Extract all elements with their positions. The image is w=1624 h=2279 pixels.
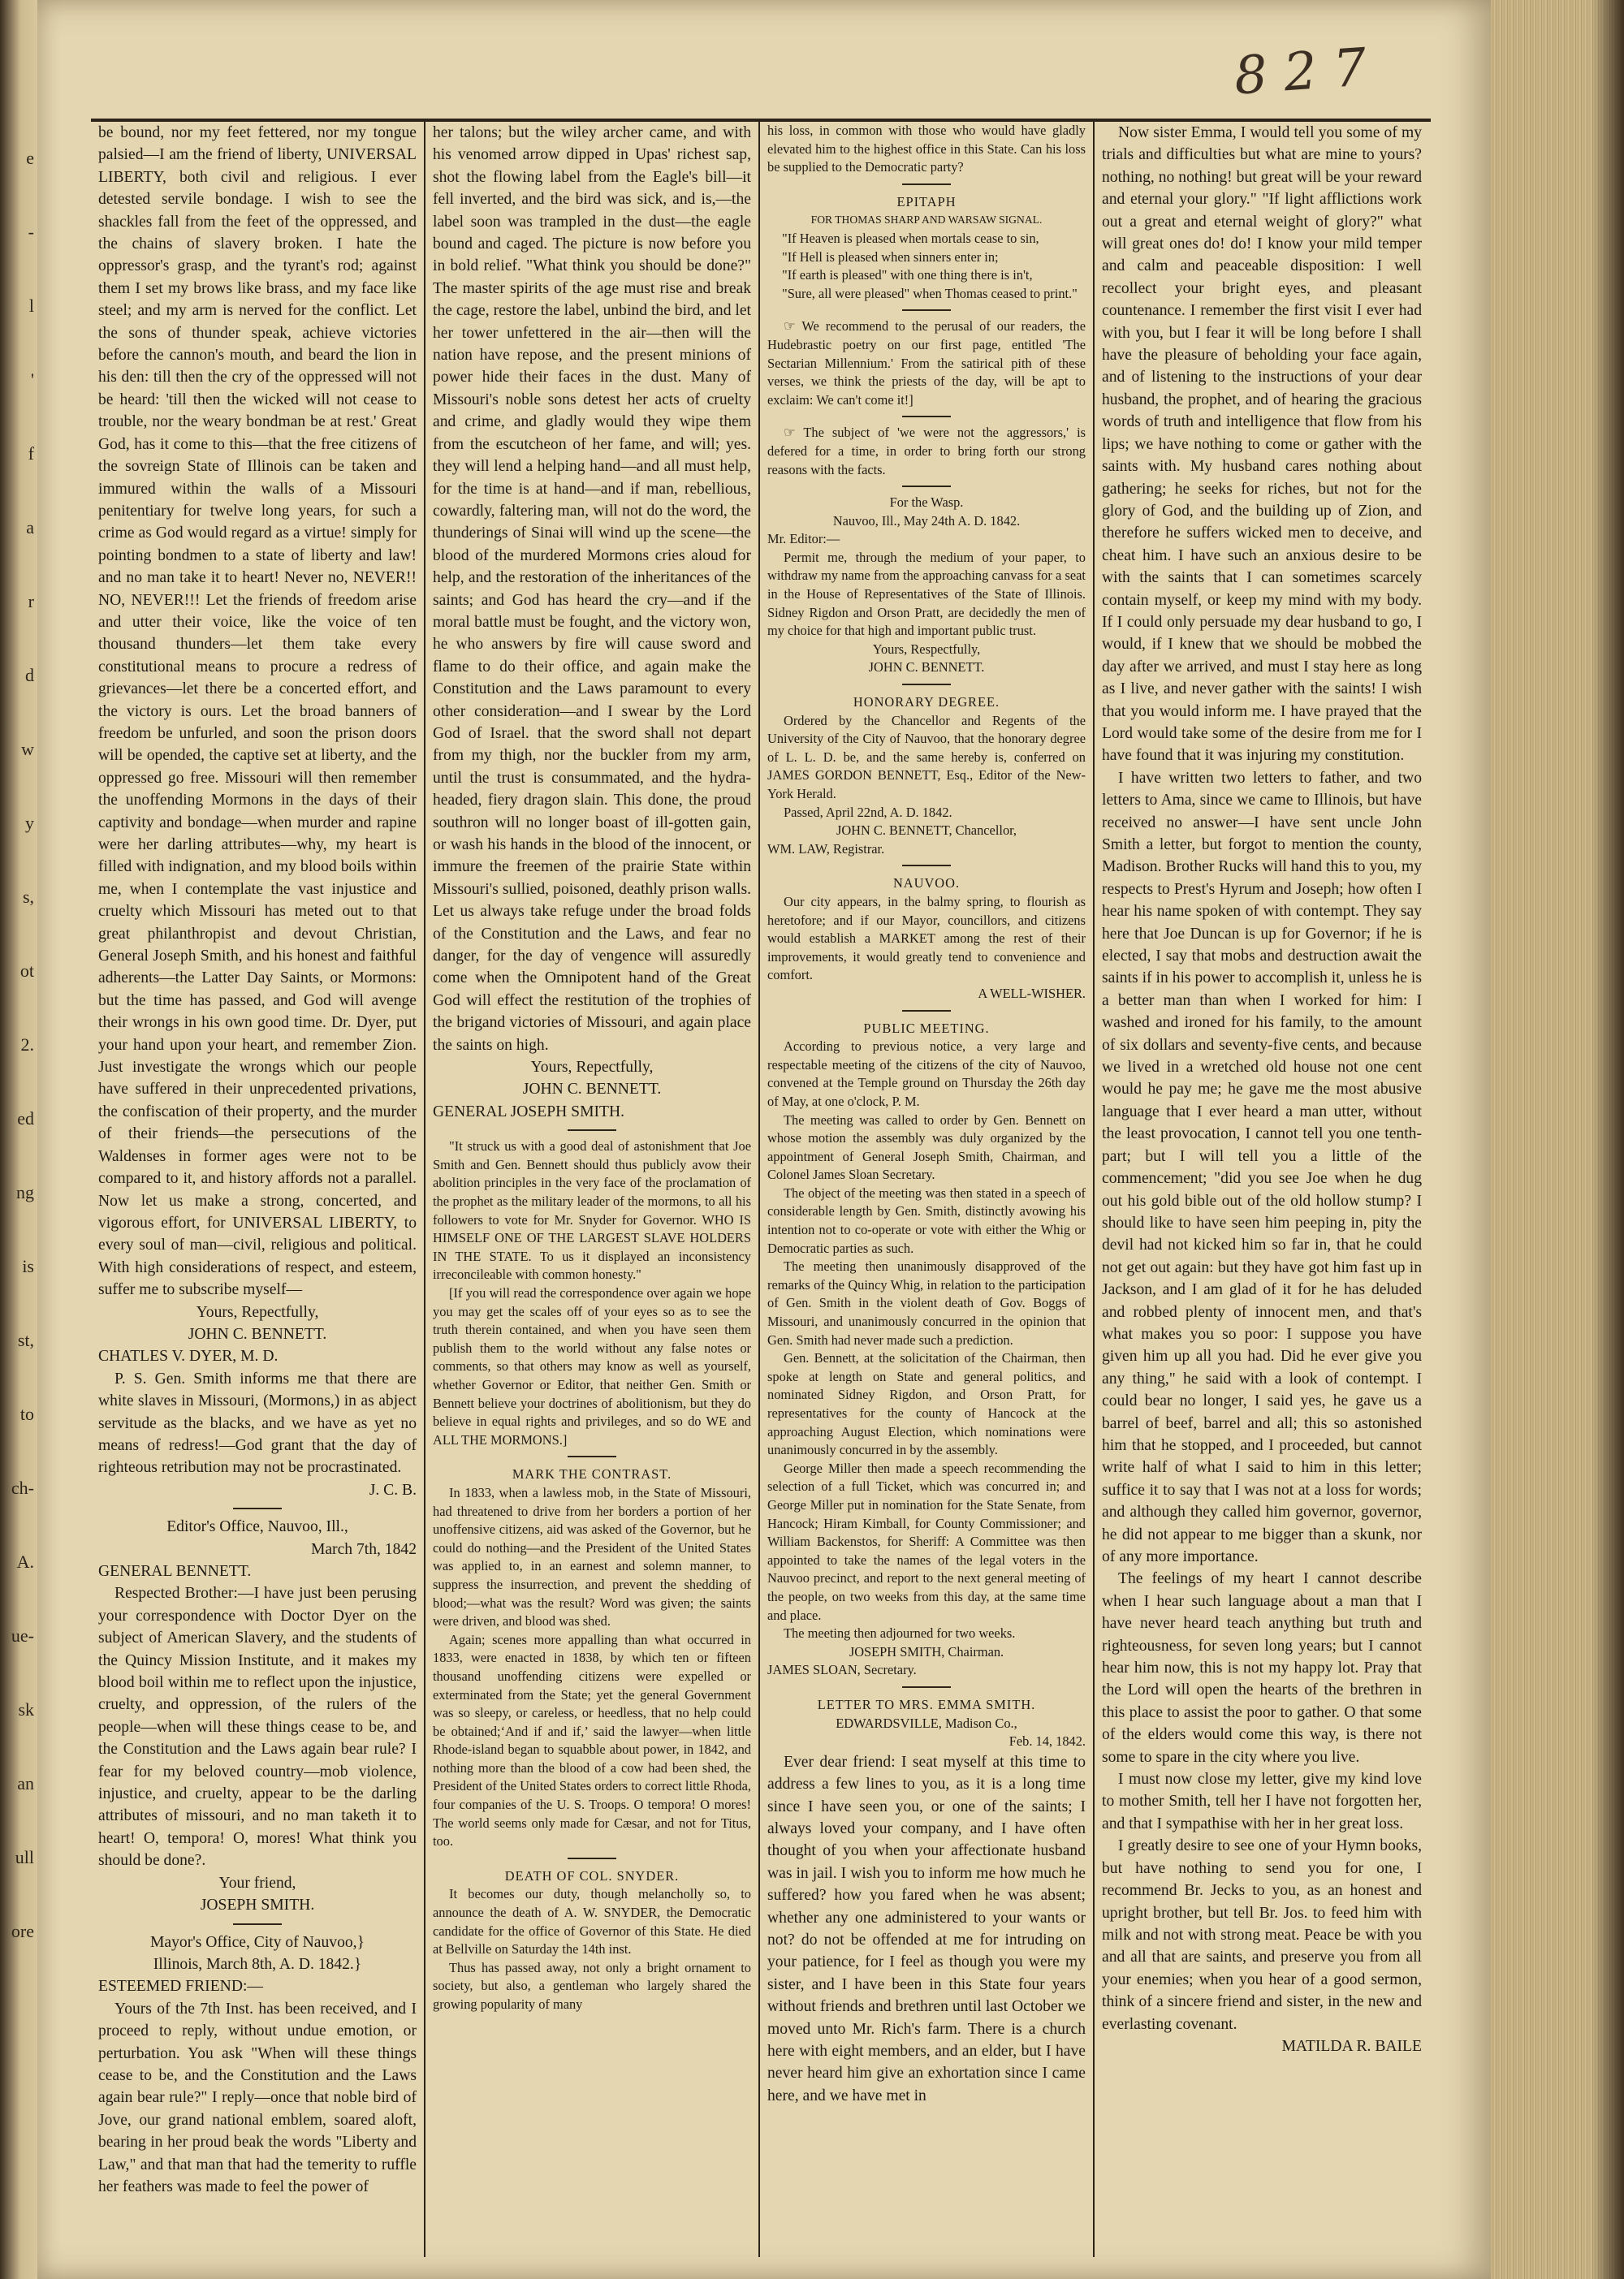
nauvoo-signer: A WELL-WISHER. xyxy=(978,985,1086,1001)
heading-honorary-degree: HONORARY DEGREE. xyxy=(853,694,1000,710)
verse-line: "Sure, all were pleased" when Thomas ceased to print." xyxy=(782,285,1078,301)
gutter-fragment: r xyxy=(28,591,34,611)
newspaper-columns xyxy=(91,122,1431,2257)
death-para-2: Thus has passed away, not only a bright ornament to society, but also, a gentleman who largely shared the growing popularity of many xyxy=(433,1959,751,2012)
gutter-fragment: ed xyxy=(17,1108,34,1129)
letter-signer: MATILDA R. BAILE xyxy=(1281,2037,1422,2055)
editorial-reply: [If you will read the correspondence over again we hope you may get the scales off of your eyes so as to see the truth therein contained, and when you have seen them publish them to the world without any false notes or comments, so that others may know as well as yourself, whether Governor or Editor, that neither Gen. Smith or Bennett believe your doctrines of abolitionism, but they do believe in equal rights and privileges, and so do WE and ALL THE MORMONS.] xyxy=(433,1285,751,1448)
degree-body: Ordered by the Chancellor and Regents of the University of the City of Nauvoo, that the honorary degree of L. L. D. be, and the same hereby is, conferred on JAMES GORDON BENNETT, Esq., Editor of the New-York Herald. xyxy=(767,712,1086,801)
gutter-fragment: ng xyxy=(16,1182,34,1202)
verse-line: "If Heaven is pleased when mortals cease to sin, xyxy=(782,230,1039,246)
notice-aggressors: ☞ The subject of 'we were not the aggressors,' is defered for a time, in order to bring forth our strong reasons with the facts. xyxy=(767,425,1086,477)
addressee: CHATLES V. DYER, M. D. xyxy=(98,1348,279,1366)
gutter-fragment: d xyxy=(25,665,34,685)
heading-nauvoo: NAUVOO. xyxy=(892,875,961,891)
divider xyxy=(902,684,951,685)
gutter-fragment: ' xyxy=(31,369,34,390)
mayor-office: Mayor's Office, City of Nauvoo,} xyxy=(150,1933,365,1951)
gutter-fragment: ue- xyxy=(11,1625,34,1646)
signer: JOHN C. BENNETT. xyxy=(522,1081,662,1098)
divider xyxy=(233,1923,282,1925)
meeting-chairman: JOSEPH SMITH, Chairman. xyxy=(849,1643,1004,1660)
heading-epitaph: EPITAPH xyxy=(896,193,957,209)
wasp-signer: JOHN C. BENNETT. xyxy=(868,659,985,675)
initials: J. C. B. xyxy=(369,1481,417,1499)
notice-poetry: ☞ We recommend to the perusal of our readers, the Hudebrastic poetry on our first page, entitled 'The Sectarian Millennium.' From the satirical pith of these verses, we think the priests of the day, will be apt to exclaim: We can't come it!] xyxy=(767,318,1086,408)
divider xyxy=(902,309,951,311)
addressee: GENERAL JOSEPH SMITH. xyxy=(433,1103,625,1120)
page-stack-edges xyxy=(1491,0,1624,2279)
gutter-fragment: ch- xyxy=(11,1478,34,1498)
divider xyxy=(902,1010,951,1012)
quoted-excerpt: "It struck us with a good deal of astonishment that Joe Smith and Gen. Bennett should thus publicly avow their abolition principles in the very face of the proclamation of the prophet as the military leader of the mormons, to all his followers to vote for Mr. Snyder for Governor. WHO IS HIMSELF ONE OF THE LARGEST SLAVE HOLDERS IN THE STATE. To us it displayed an inconsistency irreconcileable with common honesty." xyxy=(433,1138,751,1283)
meeting-para: The object of the meeting was then stated in a speech of considerable length by Gen. Smith, distinctly avowing his intention not to co-operate or vote with either the Whig or Democratic parties as such. xyxy=(767,1185,1086,1256)
gutter-fragment: an xyxy=(17,1773,34,1793)
gutter-fragment: 2. xyxy=(20,1034,34,1055)
office-date: March 7th, 1842 xyxy=(310,1540,417,1558)
degree-chancellor: JOHN C. BENNETT, Chancellor, xyxy=(836,822,1017,839)
gutter-fragment: is xyxy=(22,1256,34,1276)
reply-continued: her talons; but the wiley archer came, and with his venomed arrow dipped in Upas' richest sap, shot the flowing label from the Eagle's bill—it fell inverted, and the bird was sick, and is,—the label soon was trampled in the dust—the eagle bound and caged. The picture is now before you in bold relief. "What think you should be done?" The master spirits of the age must rise and break the cage, restore the label, unbind the bird, and let her tower unfettered in the air—then will the nation have repose, and the present minions of power hide their faces in the dust. Many of Missouri's noble sons detest her acts of cruelty and crime, and gladly would they wipe them from the escutcheon of her fame, and will; yes. they will lend a helping hand—and all must help, for the time is at hand—and if man, rebellious, cowardly, faltering man, will not do the word, the thunderings of Sinai will wind up the scene—the blood of the murdered Mormons cries aloud for help, and the restoration of the inheritances of the saints; and God has heard the cry—and if the moral battle must be fought, and the victory won, he who answers by fire will cause sword and flame to do their office, and again make the Constitution and the Laws paramount to every other consideration—and I swear by the Lord God of Israel. that the sword shall not depart from my thigh, nor the buckler from my arm, until the trust is consummated, and the hydra-headed, fiery dragon slain. This done, the proud southron will no longer boast of ill-gotten gain, or wash his hands in the blood of the innocent, or immure the freemen of the prairie State within Missouri's sullied, poisoned, deathly prison walls. Let us always take refuge under the broad folds of the Constitution and the Laws, and fear no danger, for the day of vengence will assuredly come when the Omnipotent hand of the Great God will effect the restitution of the trophies of the brigand victories of Missouri, and again place the saints on high. xyxy=(433,124,751,1054)
snyder-continued: his loss, in common with those who would have gladly elevated him to the highest office in this State. Can his loss be supplied to the Democratic party? xyxy=(767,123,1086,175)
divider xyxy=(568,1456,616,1457)
gutter-fragment: ot xyxy=(19,960,34,981)
heading-death-of-snyder: DEATH OF COL. SNYDER. xyxy=(504,1867,680,1884)
letter-signer: JOSEPH SMITH. xyxy=(200,1897,315,1914)
wasp-for: For the Wasp. xyxy=(889,494,964,511)
nauvoo-body: Our city appears, in the balmy spring, to flourish as heretofore; and if our Mayor, councillors, and citizens would establish a MARKET among the rest of their improvements, it would greatly tend to convenience and comfort. xyxy=(767,893,1086,983)
death-para-1: It becomes our duty, though melancholly so, to announce the death of A. W. SNYDER, the Democratic candidate for the office of Governor of this State. He died at Bellville on Saturday the 14th inst. xyxy=(433,1886,751,1957)
mayor-salutation: ESTEEMED FRIEND:— xyxy=(98,1978,264,1996)
verse-line: "If Hell is pleased when sinners enter in; xyxy=(782,248,999,265)
emma-letter-para: I greatly desire to see one of your Hymn books, but have nothing to send you for one, I recommend Br. Jecks to you, as an honest and upright brother, but tell Br. Jos. to feed him with milk and not with strong meat. Peace be with you and all that are saints, and preserve you from all your enemies; when you hear of a good sermon, think of a sincere friend and sister, in the new and everlasting covenant. xyxy=(1102,1837,1422,2033)
meeting-para: The meeting then adjourned for two weeks. xyxy=(784,1625,1016,1642)
office-line: Editor's Office, Nauvoo, Ill., xyxy=(166,1518,348,1536)
contrast-para-1: In 1833, when a lawless mob, in the State of Missouri, had threatened to drive from her borders a portion of her unoffensive citizens, aid was asked of the Governor, but he could do nothing—and the President of the United States was applied to, in an earnest and solemn manner, to suppress the insurrection, and prevent the shedding of blood;—what was the result? Word was given; the saints were driven, and blood was shed. xyxy=(433,1484,751,1629)
wasp-salutation: Mr. Editor:— xyxy=(767,531,840,547)
emma-date: Feb. 14, 1842. xyxy=(1009,1733,1086,1750)
column-1 xyxy=(91,122,425,2257)
gutter-fragment: l xyxy=(28,296,34,316)
column-4 xyxy=(1095,122,1429,2257)
divider xyxy=(568,1129,616,1131)
gutter-fragment: w xyxy=(21,739,34,759)
salutation: GENERAL BENNETT. xyxy=(98,1563,252,1580)
wasp-date: Nauvoo, Ill., May 24th A. D. 1842. xyxy=(832,512,1021,529)
meeting-para: The meeting then unanimously disapproved of the remarks of the Quincy Whig, in relation to the participation of Gen. Smith in the violent death of Gov. Boggs of Missouri, and unanimously concurred in the opinion that Gen. Smith had never made such a prediction. xyxy=(767,1258,1086,1348)
letter-close: Your friend, xyxy=(218,1874,296,1892)
heading-mark-the-contrast: MARK THE CONTRAST. xyxy=(512,1466,672,1483)
bennett-letter-body: be bound, nor my feet fettered, nor my tongue palsied—I am the friend of liberty, UNIVERSAL LIBERTY, both civil and religious. I ever detested servile bondage. I wish to see the shackles fall from the feet of the oppressed, and the chains of slavery broken. I hate the oppressor's grasp, and the tyrant's rod; against them I set my brows like brass, and my face like steel; and my arm is nerved for the conflict. Let the sons of thunder speak, achieve victories before the cannon's mouth, and beard the lion in his den: till then the cry of the oppressed will not be heard: 'till then the wicked will not cease to trouble, nor the weary bondman be at rest.' Great God, has it come to this—that the free citizens of the sovreign State of Illinois can be taken and immured within the walls of a Missouri penitentiary for twelve long years, for such a crime as God would regard as a virtue! simply for pointing bondmen to a state of liberty and law! and no man take it to heart! Never no, NEVER!! NO, NEVER!!! Let the friends of freedom arise and utter their voice, like the voice of ten thousand thunders—let them take every constitutional means to procure a redress of grievances—let there be a concerted effort, and the victory is ours. Let the broad banners of freedom be unfurled, and soon the prison doors will be opended, the captive set at liberty, and the oppressed go free. Missouri will then remember the unoffending Mormons in the days of their captivity and bondage—when murder and rapine were her darling attributes—why, my heart is filled with indignation, and my blood boils within me, when I contemplate the vast injustice and cruelty which Missouri has meted out to that great philanthropist and devout Christian, General Joseph Smith, and his honest and faithful adherents—the Latter Day Saints, or Mormons: but the time has passed, and God will avenge their wrongs in his own good time. Dr. Dyer, put your hand upon your heart, and remember Zion. Just investigate the wrongs which our people have suffered in their unprecedented privations, the confiscation of their property, and the murder of their friends—the persecutions of the Waldenses in former ages were not to be compared to it, and history affords not a parallel. Now let us make a strong, concerted, and vigorous effort, for UNIVERSAL LIBERTY, to every soul of man—civil, religious and political. With high considerations of respect, and esteem, suffer me to subscribe myself— xyxy=(98,124,417,1299)
gutter-fragment: to xyxy=(19,1404,34,1424)
gutter-fragment: A. xyxy=(16,1552,34,1572)
heading-public-meeting: PUBLIC MEETING. xyxy=(863,1020,990,1036)
column-3 xyxy=(760,122,1095,2257)
divider xyxy=(233,1508,282,1509)
gutter-fragment: sk xyxy=(18,1699,34,1720)
gutter-fragment: e xyxy=(26,148,34,168)
gutter-fragment: y xyxy=(25,813,34,833)
degree-registrar: WM. LAW, Registrar. xyxy=(767,840,885,857)
epitaph-subtitle: FOR THOMAS SHARP AND WARSAW SIGNAL. xyxy=(810,214,1043,227)
emma-letter-para: Now sister Emma, I would tell you some of my trials and difficulties but what are mine to yours? nothing, no nothing! but great will be your reward and eternal your glory." "If light afflictions work out a great and eternal weight of glory?" what will great ones do! do! I know your mild temper and calm and peaceable disposition: I well recollect your bright eyes, and pleasant countenance. I remember the first visit I ever had with you, but I fear it will be long before I shall have the pleasure of beholding your face again, and of listening to the instructions of your dear husband, the prophet, and of hearing the gracious words of truth and intelligence that flow from his lips; we have nothing to come or gather with the saints with. My husband cares nothing about gathering; he seeks for riches, but not for the glory of God, and the building up of Zion, and therefore he suffers wicked men to deceive, and cheat him. I have such an anxious desire to be with the saints that I can sometimes scarcely contain myself, or keep my mind with my body. If I could only persuade my dear husband to go, I would, if I knew that we should be mobbed the day after we arrived, and must I stay here as long as I live, and never gather with the saints! I wish that you would inform me. I have prayed that the Lord would take some of the desire from me for I have found that it was injuring my constitution. xyxy=(1102,124,1422,765)
divider xyxy=(902,183,951,185)
emma-place: EDWARDSVILLE, Madison Co., xyxy=(836,1715,1017,1731)
postscript: P. S. Gen. Smith informs me that there are white slaves in Missouri, (Mormons,) in as abject servitude as the blacks, and we have as yet no means of redress!—God grant that the day of righteous retribution may not be procrastinated. xyxy=(98,1370,417,1477)
signer: JOHN C. BENNETT. xyxy=(188,1325,327,1343)
meeting-para: Gen. Bennett, at the solicitation of the Chairman, then spoke at length on State and general politics, and nominated Sidney Rigdon, and Orson Pratt, for representatives for the county of Hancock at the approaching August Election, which nominations were unanimously concurred in by the assembly. xyxy=(767,1350,1086,1458)
divider xyxy=(902,865,951,866)
wasp-close: Yours, Respectfully, xyxy=(872,641,981,657)
contrast-para-2: Again; scenes more appalling than what occurred in 1833, were enacted in 1838, by which ten or fifteen thousand unoffending citizens were expelled or exterminated from the State; yet the general Government was so sleepy, or careless, or heedless, that no help could be obtained;‘And if and if,’ said the lawyer—when little Rhode-island began to squabble about power, in 1842, and nothing more than the blood of a cow had been shed, the President of the United States orders to correct little Rhoda, four companies of the U. S. Troops. O tempora! O mores! The world seems only made for Cæsar, and not for Titus, too. xyxy=(433,1631,751,1850)
smith-letter-body: Respected Brother:—I have just been perusing your correspondence with Doctor Dyer on the subject of American Slavery, and the students of the Quincy Mission Institute, and it makes my blood boil within me to reflect upon the injustice, cruelty, and oppression, of the rulers of the people—when will these things cease to be, and the Constitution and the Laws again bear rule? I fear for my beloved country—mob violence, injustice, and cruelty, appear to be the darling attributes of missouri, and no man taketh it to heart! O, tempora! O, mores! What think you should be done?. xyxy=(98,1585,417,1870)
gutter-fragment: s, xyxy=(22,887,34,907)
emma-letter-para: The feelings of my heart I cannot describe when I hear such language about a man that I have never heard teach anything but truth and righteousness, for seven long years; but I cannot hear him now, this is not my happy lot. Pray that the Lord will open the hearts of the brethren in this place to assist the poor to gather. O that some of the elders would come this way, is there not some to spare in the city where you live. xyxy=(1102,1570,1422,1766)
gutter-fragment: ull xyxy=(15,1847,34,1867)
heading-letter-to-emma: LETTER TO MRS. EMMA SMITH. xyxy=(817,1696,1036,1712)
divider xyxy=(902,486,951,487)
gutter-fragment: a xyxy=(26,517,34,537)
wasp-body: Permit me, through the medium of your paper, to withdraw my name from the approaching canvass for a seat in the House of Representatives of the State of Illinois. Sidney Rigdon and Orson Pratt, are decidedly the men of my choice for that high and important public trust. xyxy=(767,549,1086,639)
facing-page-fragment xyxy=(0,0,37,2279)
emma-letter-para: I must now close my letter, give my kind love to mother Smith, tell her I have not forgotten her, and that I sympathise with her in her great loss. xyxy=(1102,1771,1422,1832)
gutter-fragment: ore xyxy=(11,1921,34,1941)
meeting-secretary: JAMES SLOAN, Secretary. xyxy=(767,1662,917,1678)
handwritten-page-number: 8 2 7 xyxy=(1232,37,1369,107)
verse-line: "If earth is pleased" with one thing there is in't, xyxy=(782,267,1033,283)
meeting-para: The meeting was called to order by Gen. Bennett on whose motion the assembly was duly organized by the appointment of General Joseph Smith, Chairman, and Colonel James Sloan Secretary. xyxy=(767,1111,1086,1183)
divider xyxy=(568,1858,616,1859)
gutter-fragment: f xyxy=(28,443,34,464)
mayor-date: Illinois, March 8th, A. D. 1842.} xyxy=(153,1955,362,1973)
reply-letter-body: Yours of the 7th Inst. has been received, and I proceed to reply, without undue emotion, or perturbation. You ask "When will these things cease to be, and the Constitution and the Laws again bear rule?" I reply—once that noble bird of Jove, our grand national emblem, soared aloft, bearing in her proud beak the words "Liberty and Law," and that man that had the temerity to ruffle her feathers was made to feel the power of xyxy=(98,2000,417,2195)
gutter-fragment: - xyxy=(28,222,34,242)
divider xyxy=(902,416,951,417)
divider xyxy=(902,1686,951,1688)
emma-letter-para: I have written two letters to father, and two letters to Ama, since we came to Illinois, but have received no answer—I have sent uncle John Smith a letter, but forgot to mention the county, Madison. Brother Rucks will hand this to you, my respects to Prest's Hyrum and Joseph; how often I hear his name spoken of with contempt. They say here that Joe Duncan is up for Governor; if he is elected, I say that mobs and destruction await the saints if in his power to accomplish it, unless he is a better man than when I worked for him: I washed and ironed for his family, to the amount of six dollars and seventy-five cents, and because we lived in a wretched old house not one cent would he pay me; he gave me the most abusive language that I ever heard a man utter, without the least provocation, I cannot tell you one tenth-part; but I will tell you a little of the commencement; "did you see Joe when he dug out his gold bible out of the old hollow stump? I should like to have seen him peeping in, pity the devil had not kicked him so far in, that he could not get out again: but they have got him fast up in Jackson, and I am glad of it for he has deluded and robbed plenty of innocent men, and that's what makes you so poor: I suppose you have given him up all you had. Did he ever give you any thing," he said with a look of contempt. I could bear no longer, I said yes, he gave us a barrel of beef, barrel and all; this so astonished him that he stopped, and I proceeded, but cannot write half of what I said to him in this letter; suffice it to say that I was not at a loss for words; and although they called him governor, governor, he did not appear to me bigger than a skunk, nor of any more importance. xyxy=(1102,769,1422,1565)
closing: Yours, Repectfully, xyxy=(196,1303,319,1321)
degree-date: Passed, April 22nd, A. D. 1842. xyxy=(784,804,952,820)
emma-body: Ever dear friend: I seat myself at this time to address a few lines to you, as it is a long time since I have seen you, or one of the saints; I always loved your company, and I have often thought of you when your affectionate husband was in jail. I wish you to inform me how much he suffered? how you fared when he was absent; whether any one administered to your wants or not? do not be offended at me for intruding on your patience, for I feel as though you were my sister, and I have been in this State four years without friends and brethren until last October we moved unto Mr. Rich's farm. There is a church here with eight members, and an elder, but I have never heard him give an exhortation since I came here, and we have met in xyxy=(767,1753,1086,2104)
closing: Yours, Repectfully, xyxy=(530,1059,654,1077)
gutter-fragment: st, xyxy=(17,1330,34,1350)
column-2 xyxy=(425,122,760,2257)
meeting-para: According to previous notice, a very large and respectable meeting of the citizens of the city of Nauvoo, convened at the Temple ground on Thursday the 26th day of May, at one o'clock, P. M. xyxy=(767,1038,1086,1109)
meeting-para: George Miller then made a speech recommending the selection of a full Ticket, which was concurred in; and George Miller put in nomination for the State Senate, from Hancock; Hiram Kimball, for County Commissioner; and William Backenstos, for Sheriff: A Committee was then appointed to take the names of the legal voters in the Nauvoo precinct, and report to the next general meeting of the people, on two weeks from this day, at the same time and place. xyxy=(767,1460,1086,1623)
